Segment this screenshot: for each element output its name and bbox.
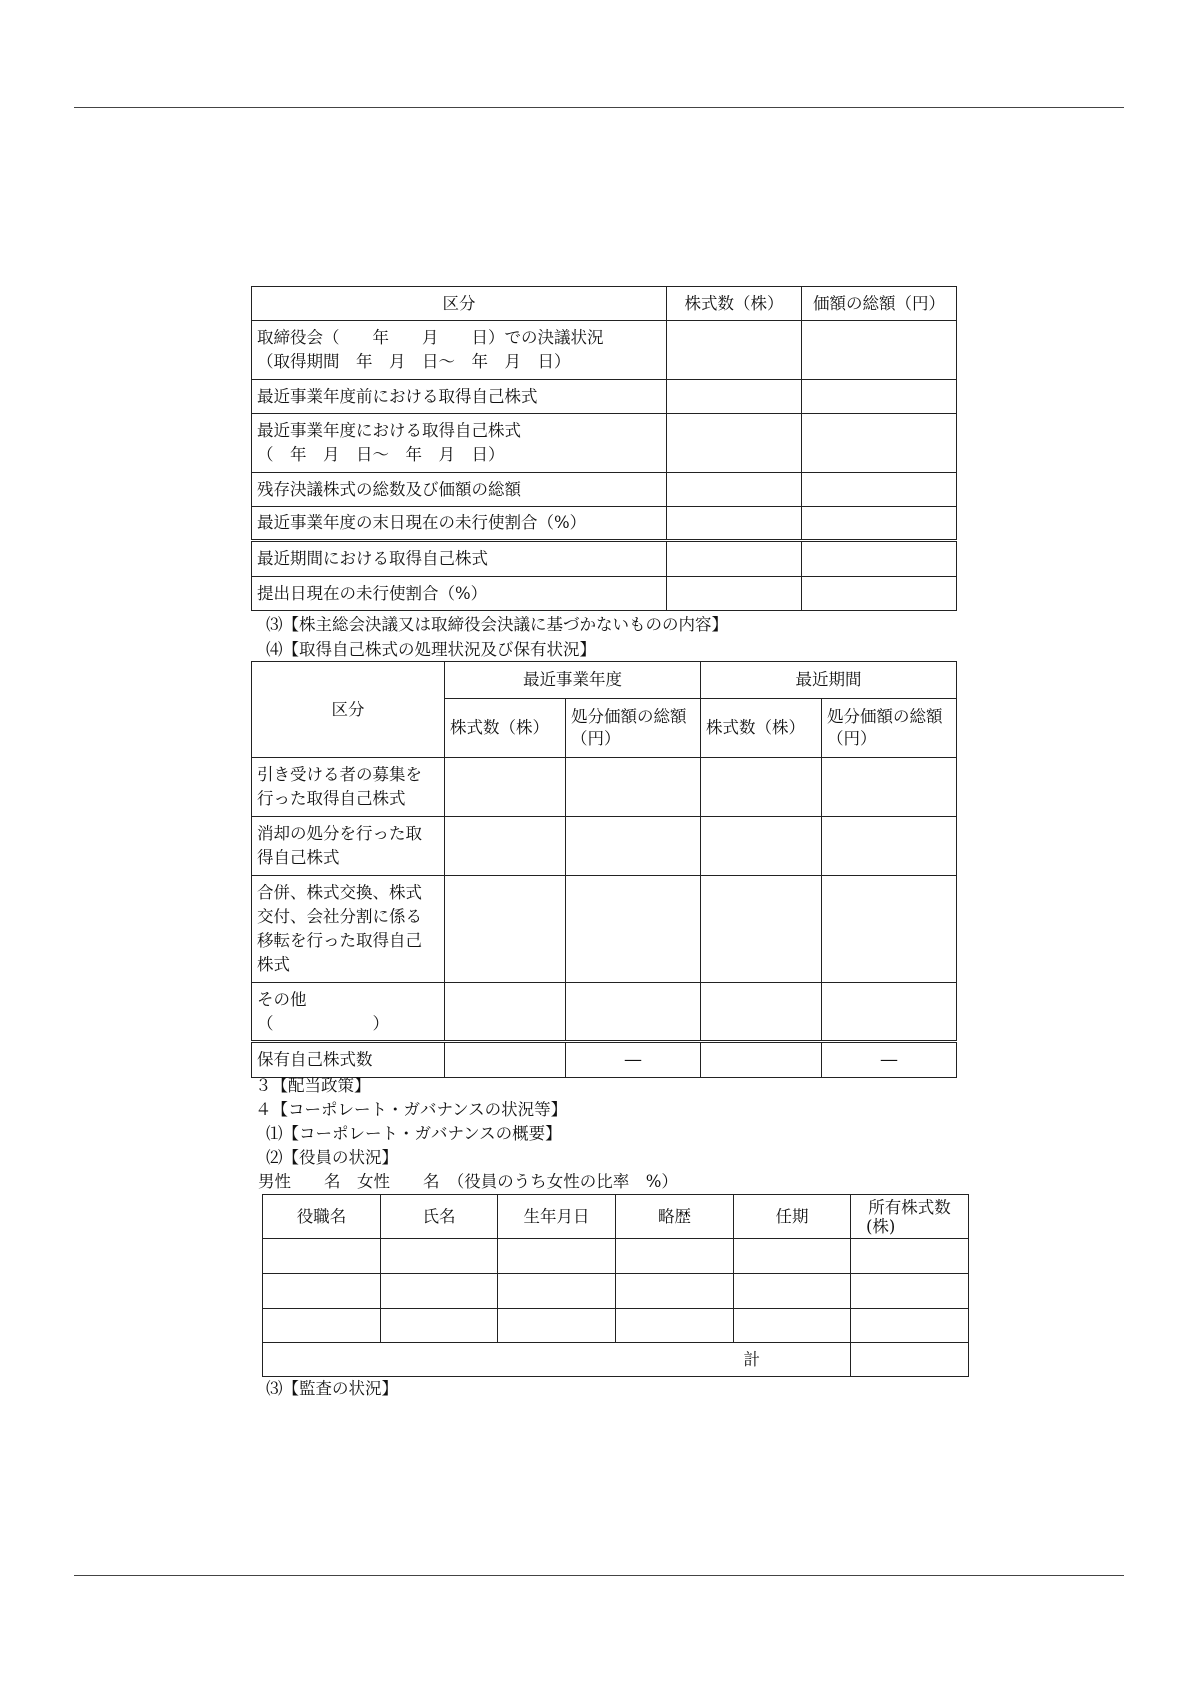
cell bbox=[734, 1239, 851, 1274]
cell-shares bbox=[667, 321, 802, 380]
row-label-line: 引き受ける者の募集を bbox=[257, 765, 422, 784]
row-offered-treasury-stock bbox=[252, 758, 445, 817]
row-other bbox=[252, 983, 445, 1042]
row-unexercised-ratio-filing-date: 提出日現在の未行使割合（%） bbox=[252, 577, 667, 611]
cell bbox=[263, 1274, 381, 1309]
heading-audit-status: ⑶【監査の状況】 bbox=[266, 1379, 398, 1398]
cell bbox=[851, 1274, 969, 1309]
cell bbox=[822, 983, 957, 1042]
gender-ratio-line: 男性 名 女性 名 （役員のうち女性の比率 %） bbox=[258, 1172, 678, 1191]
cell bbox=[701, 758, 822, 817]
section-dividend-policy: ３【配当政策】 bbox=[255, 1076, 371, 1095]
row-cancelled-treasury-stock bbox=[252, 817, 445, 876]
header-shares-owned bbox=[851, 1195, 969, 1239]
cell bbox=[445, 983, 566, 1042]
row-label-line: 移転を行った取得自己 bbox=[257, 931, 422, 950]
cell bbox=[445, 758, 566, 817]
cell bbox=[851, 1309, 969, 1343]
row-label-line: （ 年 月 日～ 年 月 日） bbox=[257, 445, 505, 464]
cell-amount bbox=[802, 414, 957, 473]
cell bbox=[445, 876, 566, 983]
row-unexercised-ratio-year-end: 最近事業年度の末日現在の未行使割合（%） bbox=[252, 507, 667, 541]
cell-amount bbox=[802, 541, 957, 577]
cell-shares bbox=[667, 577, 802, 611]
cell-shares bbox=[667, 414, 802, 473]
treasury-stock-disposal-table bbox=[251, 661, 957, 1078]
row-label-line: 行った取得自己株式 bbox=[257, 789, 406, 808]
cell bbox=[566, 817, 701, 876]
header-line: 処分価額の総額 bbox=[827, 707, 943, 726]
cell bbox=[381, 1274, 498, 1309]
cell bbox=[734, 1309, 851, 1343]
cell bbox=[616, 1274, 734, 1309]
heading-disposal-and-holding: ⑷【取得自己株式の処理状況及び保有状況】 bbox=[266, 640, 596, 659]
header-line: （円） bbox=[571, 729, 621, 748]
row-prior-year-acquired: 最近事業年度前における取得自己株式 bbox=[252, 380, 667, 414]
cell-shares bbox=[667, 541, 802, 577]
row-label-line: その他 bbox=[257, 989, 307, 1009]
header-disposal-amount-year bbox=[566, 699, 701, 758]
cell bbox=[566, 876, 701, 983]
cell-amount bbox=[802, 380, 957, 414]
header-disposal-amount-period bbox=[822, 699, 957, 758]
total-label: 計 bbox=[743, 1349, 760, 1369]
dash-cell: ― bbox=[566, 1042, 701, 1078]
header-kubun: 区分 bbox=[252, 662, 445, 758]
heading-not-based-on-resolution: ⑶【株主総会決議又は取締役会決議に基づかないものの内容】 bbox=[266, 615, 728, 634]
cell-amount bbox=[802, 473, 957, 507]
table-row bbox=[263, 1309, 969, 1343]
officers-table bbox=[262, 1194, 969, 1377]
cell-amount bbox=[802, 507, 957, 541]
cell bbox=[822, 876, 957, 983]
cell bbox=[498, 1309, 616, 1343]
row-recent-period-acquired: 最近期間における取得自己株式 bbox=[252, 541, 667, 577]
bottom-rule bbox=[74, 1575, 1124, 1576]
cell bbox=[851, 1239, 969, 1274]
cell bbox=[822, 817, 957, 876]
row-label-line: 最近事業年度における取得自己株式 bbox=[257, 421, 521, 440]
dash-cell: ― bbox=[822, 1042, 957, 1078]
total-value-cell bbox=[851, 1343, 969, 1377]
treasury-stock-acquisition-table bbox=[251, 286, 957, 611]
table-row bbox=[263, 1239, 969, 1274]
row-remaining-resolution: 残存決議株式の総数及び価額の総額 bbox=[252, 473, 667, 507]
header-career: 略歴 bbox=[616, 1195, 734, 1239]
row-label-line: 消却の処分を行った取 bbox=[257, 824, 422, 843]
table-row bbox=[263, 1274, 969, 1309]
cell-shares bbox=[667, 380, 802, 414]
cell bbox=[381, 1239, 498, 1274]
row-label-line: 得自己株式 bbox=[257, 848, 340, 867]
cell-shares bbox=[667, 507, 802, 541]
cell-shares bbox=[667, 473, 802, 507]
header-name: 氏名 bbox=[381, 1195, 498, 1239]
row-label-line: 株式 bbox=[257, 955, 290, 974]
header-total-amount: 価額の総額（円） bbox=[802, 287, 957, 321]
row-board-resolution bbox=[252, 321, 667, 380]
header-shares: 株式数（株） bbox=[667, 287, 802, 321]
row-recent-year-acquired bbox=[252, 414, 667, 473]
row-label-line: （ ） bbox=[257, 1013, 389, 1033]
row-treasury-stock-held: 保有自己株式数 bbox=[252, 1042, 445, 1078]
cell bbox=[445, 817, 566, 876]
cell bbox=[566, 983, 701, 1042]
cell bbox=[616, 1309, 734, 1343]
header-recent-period: 最近期間 bbox=[701, 662, 957, 699]
row-label-line: 交付、会社分割に係る bbox=[257, 907, 422, 926]
header-kubun: 区分 bbox=[252, 287, 667, 321]
cell-amount bbox=[802, 577, 957, 611]
header-title: 役職名 bbox=[263, 1195, 381, 1239]
header-term: 任期 bbox=[734, 1195, 851, 1239]
header-line: (株) bbox=[866, 1216, 896, 1236]
header-recent-fiscal-year: 最近事業年度 bbox=[445, 662, 701, 699]
header-line: 所有株式数 bbox=[868, 1197, 951, 1217]
header-line: 処分価額の総額 bbox=[571, 707, 687, 726]
header-birthdate: 生年月日 bbox=[498, 1195, 616, 1239]
row-label-line: 取締役会（ 年 月 日）での決議状況 bbox=[257, 328, 604, 347]
section-corporate-governance: ４【コーポレート・ガバナンスの状況等】 bbox=[255, 1100, 568, 1119]
total-label-cell bbox=[263, 1343, 851, 1377]
cell bbox=[822, 758, 957, 817]
cell bbox=[381, 1309, 498, 1343]
cell bbox=[734, 1274, 851, 1309]
cell bbox=[498, 1274, 616, 1309]
cell bbox=[263, 1239, 381, 1274]
cell bbox=[445, 1042, 566, 1078]
row-label-line: （取得期間 年 月 日～ 年 月 日） bbox=[257, 352, 571, 371]
top-rule bbox=[74, 107, 1124, 108]
cell bbox=[616, 1239, 734, 1274]
header-shares-year: 株式数（株） bbox=[445, 699, 566, 758]
cell bbox=[498, 1239, 616, 1274]
cell bbox=[701, 817, 822, 876]
heading-officers: ⑵【役員の状況】 bbox=[266, 1148, 398, 1167]
row-merger-transferred-treasury-stock bbox=[252, 876, 445, 983]
cell bbox=[701, 983, 822, 1042]
cell bbox=[701, 1042, 822, 1078]
cell bbox=[263, 1309, 381, 1343]
cell bbox=[701, 876, 822, 983]
header-shares-period: 株式数（株） bbox=[701, 699, 822, 758]
header-line: （円） bbox=[827, 729, 877, 748]
heading-governance-overview: ⑴【コーポレート・ガバナンスの概要】 bbox=[266, 1124, 562, 1143]
cell-amount bbox=[802, 321, 957, 380]
row-label-line: 合併、株式交換、株式 bbox=[257, 883, 422, 902]
cell bbox=[566, 758, 701, 817]
